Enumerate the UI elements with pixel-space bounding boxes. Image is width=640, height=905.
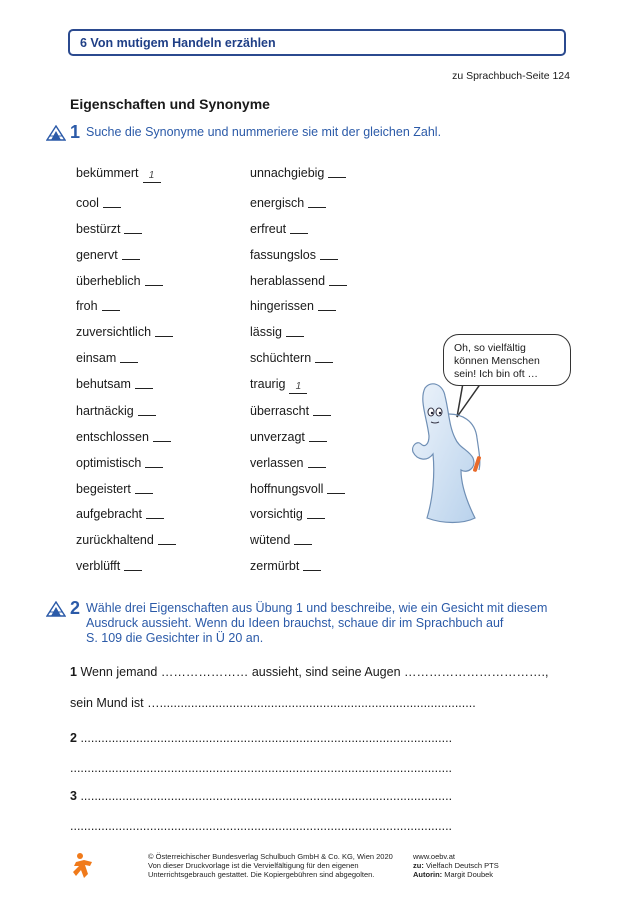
word-label: zermürbt: [250, 559, 300, 573]
word-label: hingerissen: [250, 299, 314, 313]
answer-line-2[interactable]: [70, 696, 568, 710]
answer-line-6[interactable]: [70, 819, 568, 833]
word-item: [76, 299, 120, 313]
word-label: überrascht: [250, 404, 310, 418]
footer-copyright: [148, 852, 393, 879]
word-label: genervt: [76, 248, 118, 262]
answer-number: 3: [70, 789, 77, 803]
word-label: entschlossen: [76, 430, 149, 444]
answer-line-4[interactable]: [70, 761, 568, 775]
task-instruction: Suche die Synonyme und nummeriere sie mit der gleichen Zahl.: [86, 125, 442, 139]
word-item: [76, 456, 163, 470]
word-item: [76, 482, 153, 496]
task-1: [46, 122, 566, 146]
answer-line-5[interactable]: [70, 789, 568, 803]
number-blank[interactable]: [328, 166, 346, 178]
footer-label: Autorin:: [413, 870, 443, 879]
word-item: [76, 559, 142, 573]
task-number: 2: [70, 598, 81, 618]
number-blank[interactable]: [315, 351, 333, 363]
word-item: [76, 351, 138, 365]
word-item: [76, 248, 140, 262]
answer-blank: ...........................................................................................................: [80, 789, 453, 803]
section-title: Eigenschaften und Synonyme: [70, 96, 270, 112]
chapter-title: 6 Von mutigem Handeln erzählen: [80, 36, 276, 50]
word-label: fassungslos: [250, 248, 317, 262]
number-blank[interactable]: [286, 325, 304, 337]
instruction-line: S. 109 die Gesichter in Ü 20 an.: [86, 631, 264, 645]
number-blank[interactable]: [290, 222, 308, 234]
word-label: behutsam: [76, 377, 131, 391]
number-blank[interactable]: [313, 404, 331, 416]
word-item: [250, 507, 325, 521]
number-blank[interactable]: 1: [289, 382, 307, 394]
number-blank[interactable]: [135, 482, 153, 494]
word-label: cool: [76, 196, 99, 210]
number-blank[interactable]: [309, 430, 327, 442]
word-label: einsam: [76, 351, 117, 365]
answer-blank: …………………: [160, 665, 249, 679]
word-label: bekümmert: [76, 166, 139, 180]
word-item: [250, 404, 331, 418]
word-item: [250, 222, 308, 236]
number-blank[interactable]: [294, 533, 312, 545]
footer-line: Unterrichtsgebrauch gestattet. Die Kopiergebühren sind abgegolten.: [148, 870, 375, 879]
word-label: lässig: [250, 325, 282, 339]
word-label: wütend: [250, 533, 291, 547]
number-blank[interactable]: [102, 299, 120, 311]
number-blank[interactable]: [158, 533, 176, 545]
word-label: unnachgiebig: [250, 166, 325, 180]
word-label: optimistisch: [76, 456, 142, 470]
word-label: bestürzt: [76, 222, 121, 236]
chapter-header: [68, 29, 566, 56]
word-item: [250, 166, 346, 180]
number-blank[interactable]: [138, 404, 156, 416]
publisher-logo-icon: [70, 852, 98, 880]
word-label: schüchtern: [250, 351, 312, 365]
answer-line-1[interactable]: [70, 665, 568, 679]
word-item: [76, 196, 121, 210]
difficulty-triangle-icon: [46, 601, 66, 617]
answer-text: sein Mund ist: [70, 696, 144, 710]
footer-info: [413, 852, 499, 879]
number-blank[interactable]: [124, 222, 142, 234]
number-blank[interactable]: [318, 299, 336, 311]
word-label: zurückhaltend: [76, 533, 154, 547]
ghost-figure-illustration: [403, 378, 498, 526]
number-blank[interactable]: [124, 559, 142, 571]
number-blank[interactable]: [327, 482, 345, 494]
answer-blank: …………………………….,: [404, 665, 549, 679]
word-item: [250, 377, 307, 394]
word-label: begeistert: [76, 482, 131, 496]
word-item: [250, 351, 333, 365]
bubble-line: sein! Ich bin oft …: [454, 368, 539, 380]
answer-blank: ..............................................................................................................: [70, 761, 453, 775]
word-item: [76, 222, 142, 236]
word-label: verblüfft: [76, 559, 121, 573]
word-item: [76, 377, 153, 391]
word-item: [250, 274, 347, 288]
word-item: [76, 533, 176, 547]
number-blank[interactable]: [155, 325, 173, 337]
word-label: energisch: [250, 196, 305, 210]
number-blank[interactable]: [146, 507, 164, 519]
page-reference: zu Sprachbuch-Seite 124: [452, 70, 570, 82]
word-label: unverzagt: [250, 430, 305, 444]
number-blank[interactable]: [303, 559, 321, 571]
footer-line: © Österreichischer Bundesverlag Schulbuch GmbH & Co. KG, Wien 2020: [148, 852, 393, 861]
number-blank[interactable]: 1: [143, 171, 161, 183]
word-item: [250, 325, 304, 339]
word-label: überheblich: [76, 274, 141, 288]
footer-line: Von dieser Druckvorlage ist die Vervielfältigung für den eigenen: [148, 861, 359, 870]
word-label: verlassen: [250, 456, 304, 470]
footer-label: zu:: [413, 861, 424, 870]
word-item: [250, 196, 326, 210]
number-blank[interactable]: [145, 274, 163, 286]
number-blank[interactable]: [103, 196, 121, 208]
word-label: vorsichtig: [250, 507, 303, 521]
word-item: [250, 299, 336, 313]
number-blank[interactable]: [145, 456, 163, 468]
bubble-line: Oh, so vielfältig: [454, 342, 526, 354]
task-2: [46, 598, 576, 648]
word-label: traurig: [250, 377, 286, 391]
word-label: erfreut: [250, 222, 287, 236]
word-item: [250, 430, 327, 444]
instruction-line: Ausdruck aussieht. Wenn du Ideen brauchst, schaue dir im Sprachbuch auf: [86, 616, 504, 630]
answer-blank: …...........................................................................................: [147, 696, 476, 710]
instruction-line: Wähle drei Eigenschaften aus Übung 1 und beschreibe, wie ein Gesicht mit diesem: [86, 601, 548, 615]
answer-number: 2: [70, 731, 77, 745]
number-blank[interactable]: [329, 274, 347, 286]
number-blank[interactable]: [135, 377, 153, 389]
number-blank[interactable]: [320, 248, 338, 260]
answer-text: Wenn jemand: [80, 665, 158, 679]
answer-blank: ..............................................................................................................: [70, 819, 453, 833]
word-item: [250, 248, 338, 262]
word-label: hartnäckig: [76, 404, 134, 418]
word-item: [76, 404, 156, 418]
word-item: [250, 533, 312, 547]
word-label: hoffnungsvoll: [250, 482, 324, 496]
word-item: [76, 274, 163, 288]
word-label: froh: [76, 299, 98, 313]
footer-website: www.oebv.at: [413, 852, 455, 861]
task-instruction: [86, 601, 547, 646]
word-item: [76, 507, 164, 521]
number-blank[interactable]: [308, 196, 326, 208]
task-number: 1: [70, 122, 81, 142]
word-item: [76, 430, 171, 444]
word-item: [250, 559, 321, 573]
bubble-line: können Menschen: [454, 355, 540, 367]
word-item: [76, 166, 161, 183]
word-item: [76, 325, 173, 339]
word-label: herablassend: [250, 274, 326, 288]
difficulty-triangle-icon: [46, 125, 66, 141]
answer-number: 1: [70, 665, 77, 679]
word-item: [250, 482, 345, 496]
number-blank[interactable]: [120, 351, 138, 363]
number-blank[interactable]: [122, 248, 140, 260]
footer-author: Margit Doubek: [444, 870, 494, 879]
number-blank[interactable]: [153, 430, 171, 442]
word-label: aufgebracht: [76, 507, 143, 521]
number-blank[interactable]: [307, 507, 325, 519]
word-label: zuversichtlich: [76, 325, 152, 339]
answer-text: aussieht, sind seine Augen: [251, 665, 401, 679]
footer-book: Vielfach Deutsch PTS: [425, 861, 499, 870]
answer-line-3[interactable]: [70, 731, 568, 745]
number-blank[interactable]: [308, 456, 326, 468]
answer-blank: ...........................................................................................................: [80, 731, 453, 745]
word-item: [250, 456, 326, 470]
